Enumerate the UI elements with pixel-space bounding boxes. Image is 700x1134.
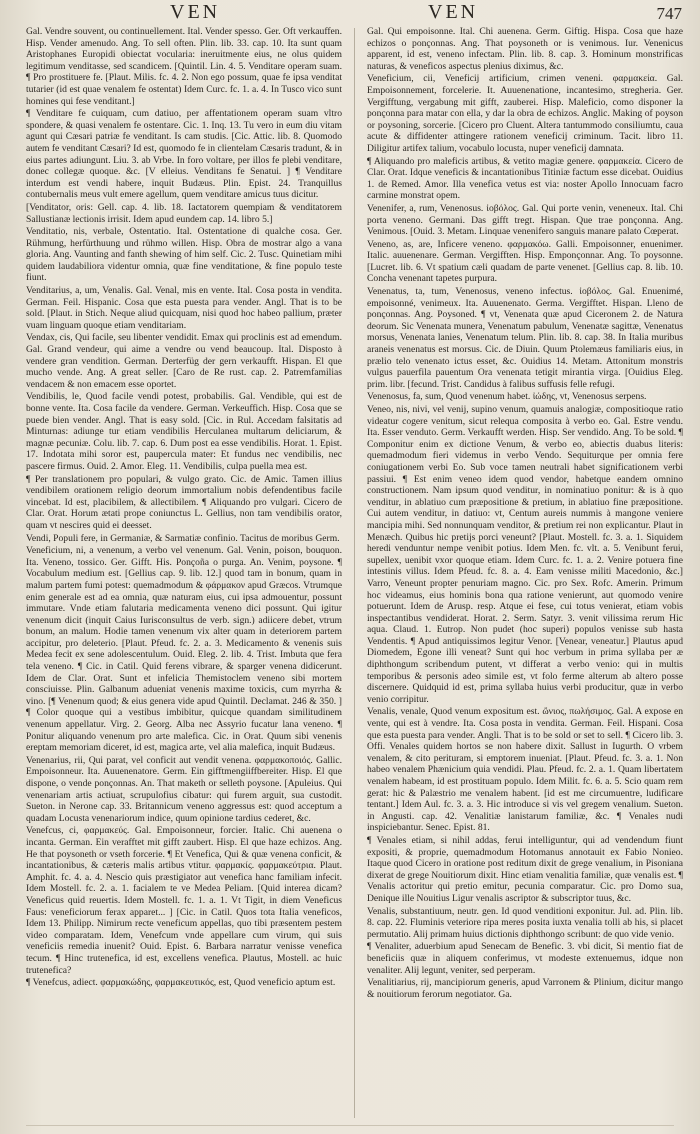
dictionary-entry: Venalis, substantiuum, neutr. gen. Id quod venditioni exponitur. Jul. ad. Plin. lib. 8. cap. 22. Fluminis veteriore ripa meres posita iuxta venalia tolli ab his, si placet permutatio. Alij primam huius dictionis diphthongo scribunt: de quo vide venio. [367,905,683,940]
dictionary-entry: Venenarius, rii, Qui parat, vel conficit aut vendit venena. φαρμακοποιός. Gallic. Empoisonneur. Ita. Auuenenatore. Germ. Ein gifftmengiiffbereiter. Hisp. El que dispone, o vende ponçonnas. An. That maketh or selleth poysone. [Apuleius. Qui venenariam artis actiuat, scrupulofius cibatur: qui furem arguit, sua custodit. Sueton. in Nerone cap. 33. Britannicum veneno aggressus est: quod acceptum a quadam Locusta venenariorum indice, quum opinione tardius cederet, &c. [26,754,342,824]
dictionary-entry: [Venditator, oris: Gell. cap. 4. lib. 18. Iactatorem quempiam & venditatorem Sallustianæ lectionis irrisit. Idem apud eundem cap. 14. libro 5.] [26,201,342,225]
page-footer-rule [26,1125,674,1132]
dictionary-entry: Venalis, venale, Quod venum expositum est. ὤνιος, πωλήσιμος. Gal. A expose en vente, qui est à vendre. Ita. Cosa posta in vendita. German. Feil. Hispani. Cosa que esta puesta para vender. Angli. That is to be sold or set to sell. ¶ Cicero lib. 3. Offi. Venales quidem hortos se non habere dixit. Sallust in Iugurth. O vrbem venalem, & cito perituram, si emptorem inueniat. [Plaut. Pfeud. fc. 3. a. 1. Non habeo venalem Phænicium quia vendidi. Plau. Pfeud. fc. 2. a. 1. Quam libertatem venalem habeam, id est prostituam populo. Idem Milit. fc. 6. a. 5. Scio quam rem gerat: hic & Palæstrio me venalem habent. [id est me circumuentre, ludificare tentant.] Idem Aul. fc. 3. a. 3. Hic introduce si vis vel gregem venalium. Sueton. in Angusti. cap. 42. Venalitiæ lanistarum familiæ, &c. ¶ Venales nudi inspiciebantur. Senec. Epist. 81. [367,706,683,834]
dictionary-entry: ¶ Venales etiam, si nihil addas, ferui intelliguntur, qui ad vendendum fiunt expositi, & proprie, quemadmodum Hotomanus annotauit ex Fabio Nonieo. Itaque quod Cicero in oratione post reditum dixit de grege venalium, in Pisoniana dixerat de grege Nouitiorum dixit. Hinc etiam venalitia familiæ, quæ venalis est. ¶ Venalis actoritur qui pretio emitur, pecunia comparatur. Cic. pro Domo sua, Denique ille Nouitius Ligur venalis ascriptor & subscriptor tuus, &c. [367,834,683,904]
dictionary-entry: Venenosus, fa, sum, Quod venenum habet. ἰώδης, vt, Venenosus serpens. [367,391,647,403]
dictionary-entry: Vendax, cis, Qui facile, seu libenter vendidit. Emax qui proclinis est ad emendum. Gal. Grand vendeur, qui aime a vendre ou vend beaucoup. Ital. Disposto à vendere gran vendition. German. Derterfüg der gern verkaufft. Hispan. El que mucho vende. Ang. A great seller. [Caro de Re rust. cap. 2. Patremfamilias vendacem & non emacem esse oportet. [26,332,342,390]
dictionary-entry: ¶ Venefcus, adiect. φαρμακώδης, φαρμακευτικός, est, Quod veneficio aptum est. [26,977,336,989]
dictionary-entry: Venalitiarius, rij, mancipiorum generis, apud Varronem & Plinium, dicitur mango & nouitiorum ferorum negotiator. Ga. [367,977,683,1000]
dictionary-entry: Gal. Vendre souvent, ou continuellement. Ital. Vender spesso. Ger. Oft verkauffen. Hisp. Vender amenudo. Ang. To sell often. Plin. lib. 33. cap. 10. Ita sunt quam Aristophanes Europidi obiectat vocularia: ineruitmente eius, ne olus quidem legitimum venditasse, sed scandicem. [Quintil. Lin. 4. 5. Venditare operam suam. ¶ Pro prostituere fe. [Plaut. Milis. fc. 4. 2. Non ego possum, quae fe ipsa venditat tutarier (id est quae venalem fe ostentat) Idem Curc. fc. 1. a. 4. In Tusco vico sunt homines qui fese venditant.] [26,26,342,107]
dictionary-entry: ¶ Per translationem pro populari, & vulgo grato. Cic. de Amic. Tamen illius vendibilem orationem religio deorum immortalium nobis defendentibus facile vincebat. Id est, placibilem, & allectibilem. ¶ Aliquando pro vulgari. Cicero de Clar. Orat. Horum ætati prope coniunctus L. Gellius, non tam vendibilis orator, quam vt nescires quid ei deesset. [26,473,342,531]
column-divider [354,28,355,1118]
dictionary-entry: ¶ Venditare fe cuiquam, cum datiuo, per affentationem operam suam vltro spondere, & quasi venalem fe ostentare. Cic. 1. Inq. 13. Tu vero in eum diu vitam agunt qui Cæsari patriæ fe venditant. Is cam studis. [Cic. Attic. lib. 8. Quomodo autem fe venditant Cæsari? Id est, quomodo fe in clientelam Cæsaris tradunt, & in eius partes adiungunt. Liu. 3. ab Vrbe. In foro voltare, per illos fe plebi venditare, donec collegæ quoque. &c. [V elleius. Venditans fe Senatui. ] ¶ Venditare interdum est vendi habere, inquit Budæus. Plin. Epist. 24. Tranquillus contubernalis meus vult emere agellum, quem venditare amicus tuus dicitur. [26,108,342,201]
dictionary-entry: Veneno, as, are, Inficere veneno. φαρμακόω. Galli. Empoisonner, enuenimer. Italic. auuenenare. German. Vergifften. Hisp. Emponçonnar. Ang. To poysonne. [Lucret. lib. 6. Vt spatium cæli quadam de parte venenet. [Gellius cap. 8. lib. 10. Concha venenant tapetes purpura. [367,238,683,285]
header-word-right: VEN [428,1,479,23]
dictionary-entry: Veneficium, cii, Veneficij artificium, crimen veneni. φαρμακεία. Gal. Empoisonnement, forcelerie. It. Auuenenatione, incantesimo, stregheria. Ger. Vergifftung, vergabung mit gifft, zauberei. Hisp. Maleficio, como disponer la ponçonna para matar con ella, y dar la obra de echizos. Anglic. Making of poyson or poysoning, sorcerie. [Cicero pro Cluent. Altera tantummodo consiliumtu, caua acute & diffidenter attingere rationem veneficij criminum. Tacit. libro 11. Diligitur artifex talium, vocabulo locusta, nuper veneficij damnata. [367,73,683,154]
dictionary-entry: Venenifer, a, rum, Venenosus. ἰοβόλος. Gal. Qui porte venin, veneneux. Ital. Chi porta veneno. Germani. Das gifft tregt. Hispan. Que trae ponçonna. Ang. Venimous. [Ouid. 3. Metam. Linquae venenifero sanguis manare palato Cœperat. [367,202,683,238]
running-header [0,0,700,24]
dictionary-entry: ¶ Aliquando pro maleficis artibus, & vetito magiæ genere. φαρμακεία. Cicero de Clar. Orat. Idque veneficis & incantationibus Titiniæ factum esse dicebat. Ouidius 1. de Remed. Amor. Illa venefica vetus est via: noster Apollo Innocuam facro carmine monstrat opem. [367,155,683,202]
dictionary-entry: Gal. Qui empoisonne. Ital. Chi auenena. Germ. Giftig. Hispa. Cosa que haze echizos o ponçonnas. Ang. That poysoneth or is venimous. Iur. Venenicus apparent, id est, veneno infectam. Plin. lib. 8. cap. 3. Hominum monstrificas naturas, & veneficos aspectus plenius diximus, &c. [367,26,683,72]
dictionary-entry: Venefcus, ci, φαρμακεύς. Gal. Empoisonneur, forcier. Italic. Chi auenena o incanta. German. Ein verafftet mit gifft zaubert. Hisp. El que haze echizos. Ang. He that poysoneth or vseth forcerie. ¶ Et Venefica, Qui & quæ venena conficit, & incantationibus, & cæteris malis artibus vtitur. φαρμακίς. φαρμακεύτρια. Plaut. Amphit. fc. 4. a. 4. Nescio quis præstigiator aut venefica hanc familiam infecit. Idem Mostell. fc. 2. a. 1. facialem te ve Medea Peliam. [Quid interea dicam? Veneficus quid reuertis. Idem Mostell. fc. 1. a. 1. Vt Tigit, in diem Veneficus Faus: veneficiorum ferax apparet... ] [Cic. in Catil. Quos tota Italia veneficos, Idem 13. Philipp. Nimirum recte veneficum appellas, quo tibi præsentem pestem video comparatam. Idem, Venefcum vnde appellare cum virum, qui suis veneficiis remedia inuenit? Ouid. Epist. 6. Barbara narratur venisse venefica tecum. ¶ Hinc trutenefica, id est, excellens venefica. Plautus, Mostell. ac huic trutenefica? [26,825,342,976]
dictionary-entry: Venditarius, a, um, Venalis. Gal. Venal, mis en vente. Ital. Cosa posta in vendita. German. Feil. Hispanic. Cosa que esta puesta para vender. Angl. That is to be sold. [Plaut. in Stich. Neque aliud quicquam, nisi quod hoc habeo pallium, præter vuam linguam quoque etiam venditariam. [26,285,342,331]
dictionary-entry: Vendi, Populi fere, in Germaniæ, & Sarmatiæ confinio. Tacitus de moribus Germ. [26,532,340,544]
header-word-left: VEN [170,1,221,23]
dictionary-entry: Vendibilis, le, Quod facile vendi potest, probabilis. Gal. Vendible, qui est de bonne vente. Ita. Cosa facile da vendere. German. Verkeuffich. Hisp. Cosa que se puede bien vender. Angl. That is easy sold. [Cic. in Rul. Accedam falsitatis ad Minturnas: adiunge tur etiam vendibilis Herculanea multarum deliciarum, & magnæ pecuniæ. Colu. lib. 7. cap. 6. Dum post ea esse vendibilis. Horat. 1. Epist. 17. Indotata mihi soror est, paupercula mater: Et fundus nec vendibilis, nec pascere firmus. Ouid. 2. Amor. Eleg. 11. Vendibilis, culpa puella mea est. [26,391,342,472]
dictionary-entry: Veneficium, ni, a venenum, a verbo vel venenum. Gal. Venin, poison, bouquon. Ita. Veneno, tossico. Ger. Gifft. His. Ponçoña o purga. An. Venim, poysone. ¶ Vocabulum medium est. [Gellius cap. 9. lib. 12.] quod tam in bonum, quam in malum partem fumi potest: quemadmodum & φάρμακον apud Græcos. Vtrumque enim generale est ad ea omnia, quæ naturam eius, cui ipsa admouentur, possunt immutare. Vnde etiam falutaria medicamenta veneno dici possunt. Qui igitur venenum dicit (inquit Caius Iurisconsultus de verb. sign.) adiicere debet, vtrum bonum, an malum. Hodie tamen venenum vix alter quam in deteriorem partem accipitur, pro deleterio. [Plaut. Pfeud. fc. 2. a. 3. Medicamento & venenis suis Medea fecit ex sene adolescentulum. Ouid. Eleg. 2. lib. 4. Trist. Imbuta que fera tela veneno. ¶ Cic. in Catil. Quid ferens vibrare, & sparger venena didicerunt. Idem de Clar. Orat. Sunt et infelicia Themistoclem veneno sibi mortem consciuisse. Plin. Galbanum adueniat venenis maxime toxicis, cum myrrha & vino. [¶ Venenum quod; & eius genera vide apud Quintil. Declamat. 246 & 350. ] ¶ Color quoque qui a vestibus imbibitur, quicque quandam similitudinem venenum appellatur. Virg. 2. Georg. Alba nec Assyrio fucatur lana veneno. ¶ Ponitur aliquando venenum pro arte malefica. Cic. in Orat. Quum sibi venenis ereptam memoriam diceret, id est, magica arte, vel alia malefica, inquit Budæus. [26,545,342,754]
dictionary-entry: Venditatio, nis, verbale, Ostentatio. Ital. Ostentatione di qualche cosa. Ger. Rühmung, herfürthuung und rühmo willen. Hisp. Obra de mostrar algo a vana gloria. Ang. Vaunting and fanth shewing of him self. Cic. 2. Tusc. Quinetiam mihi quidem laudabiliora videntur omnia, quæ fine venditatione, & fine populo teste fiunt. [26,226,342,284]
right-column [367,26,683,1124]
left-column [26,26,342,1124]
dictionary-entry: ¶ Venaliter, aduerbium apud Senecam de Benefic. 3. vbi dicit, Si mentio fiat de beneficiis quæ in aliquem conferimus, vt modeste extenuemus, idque non venaliter. Alij legunt, veniter, sed perperam. [367,941,683,976]
page-number: 747 [656,4,682,23]
dictionary-entry: Veneo, nis, nivi, vel venij, supino venum, quamuis analogiæ, compositioque ratio videatur cogere venitum, sicut relequa composita à verbo eo. Gal. Estre vendu. Ita. Esser venduto. Germ. Verkaufft werden. Hisp. Ser vendido. Ang. To be sold. ¶ Componitur enim ex dictione Venum, & verbo eo, abiectis duabus literis: quemadmodum fieri videmus in verbo Vendo. Sequiturque per omnia fere coniugationem verbi Eo. Sub voce tamen neutrali habet significationem verbi passiui. ¶ Est enim veneo idem quod vendor, habetque eandem omnino constructionem. Nam ipsum quod venditur, in nominatiuo ponitur: & is à quo venditur, in ablatiuo cum præpositione & pretium, in ablatiuo fine præpositione. Cui autem venditur, in datiuo: vt, Centum aureis nummis à mangone veniere mancipia mihi. Sed nonnunquam venditor, & pretium rei non explicantur. Plaut in Menæch. Quibus hic pretijs porci veneunt? [Plaut. Mostell. fc. 3. a. 1. Siquidem heredi venduntur nempe venibit potius. Idem Men. fc. vlt. a. 5. Venibunt ferui, supellex, uenibit vxor quoque etiam. Idem Curc. fc. 1. a. 2. Venire potuera fine intestinis villus. Idem Pfeud. fc. 8. a. 4. Eam venisse militi Macedonio, &c.] Varro, Veneunt propter penuriam magno. Cic. pro Sex. Rofc. Amerin. Primum hoc videamus, eius hominis bona qua ratione venierunt, aut quomodo venire potuerunt. Idem de Arusp. resp. Atque ei fese, cui totus venierat, etiam vobis inspectantibus vendiderat. Horat. 2. Serm. Satyr. 3. venit vilissima rerum Hic aqua. Claud. 1. Eutrop. Non pudet (hoc superi) populos venisse sub hasta Vendentis. ¶ Apud antiquissimos legitur Venor. [Venear, veneatur.] Plautus apud Diomedem, Egone illi veneat? Sunt qui hoc verbum in prima syllaba per æ diphthongum scribendum putent, vt differat a verbo venio: qui in multis temporibus & personis adeo simile est, vt folo ferme alterum ab altero posse discernere. Quidquid id est, prima syllaba huius verbi producitur, quæ in verbo venio corripitur. [367,404,683,705]
dictionary-entry: Venenatus, ta, tum, Venenosus, veneno infectus. ἰοβόλος. Gal. Enuenimé, empoisonné, venimeux. Ita. Auuenenato. Germa. Vergifftet. Hispan. Lleno de ponçonnas. Ang. Poysoned. ¶ vt, Venenata quæ apud Ciceronem 2. de Natura deorum. Sic Venenata munera, Venenatum pabulum, Venenatæ sagittæ, Venenatus morsus, Venenata lanies, Venenatum telum. Plin. lib. 8. cap. 38. In Italia muribus araneis venenatus est morsus. Cic. de Diuin. Quum Ptolemæus familiaris eius, in prælio telo venenato ictus esset, &c. Ouidius 14. Metam. Attonitum monstris vulgus pauerfila pauentum Ora venenata tetigit mirantia virga. [Ouidius Eleg. prim. libr. [fecund. Trist. Candidus à falibus suffusis felle refugi. [367,286,683,390]
